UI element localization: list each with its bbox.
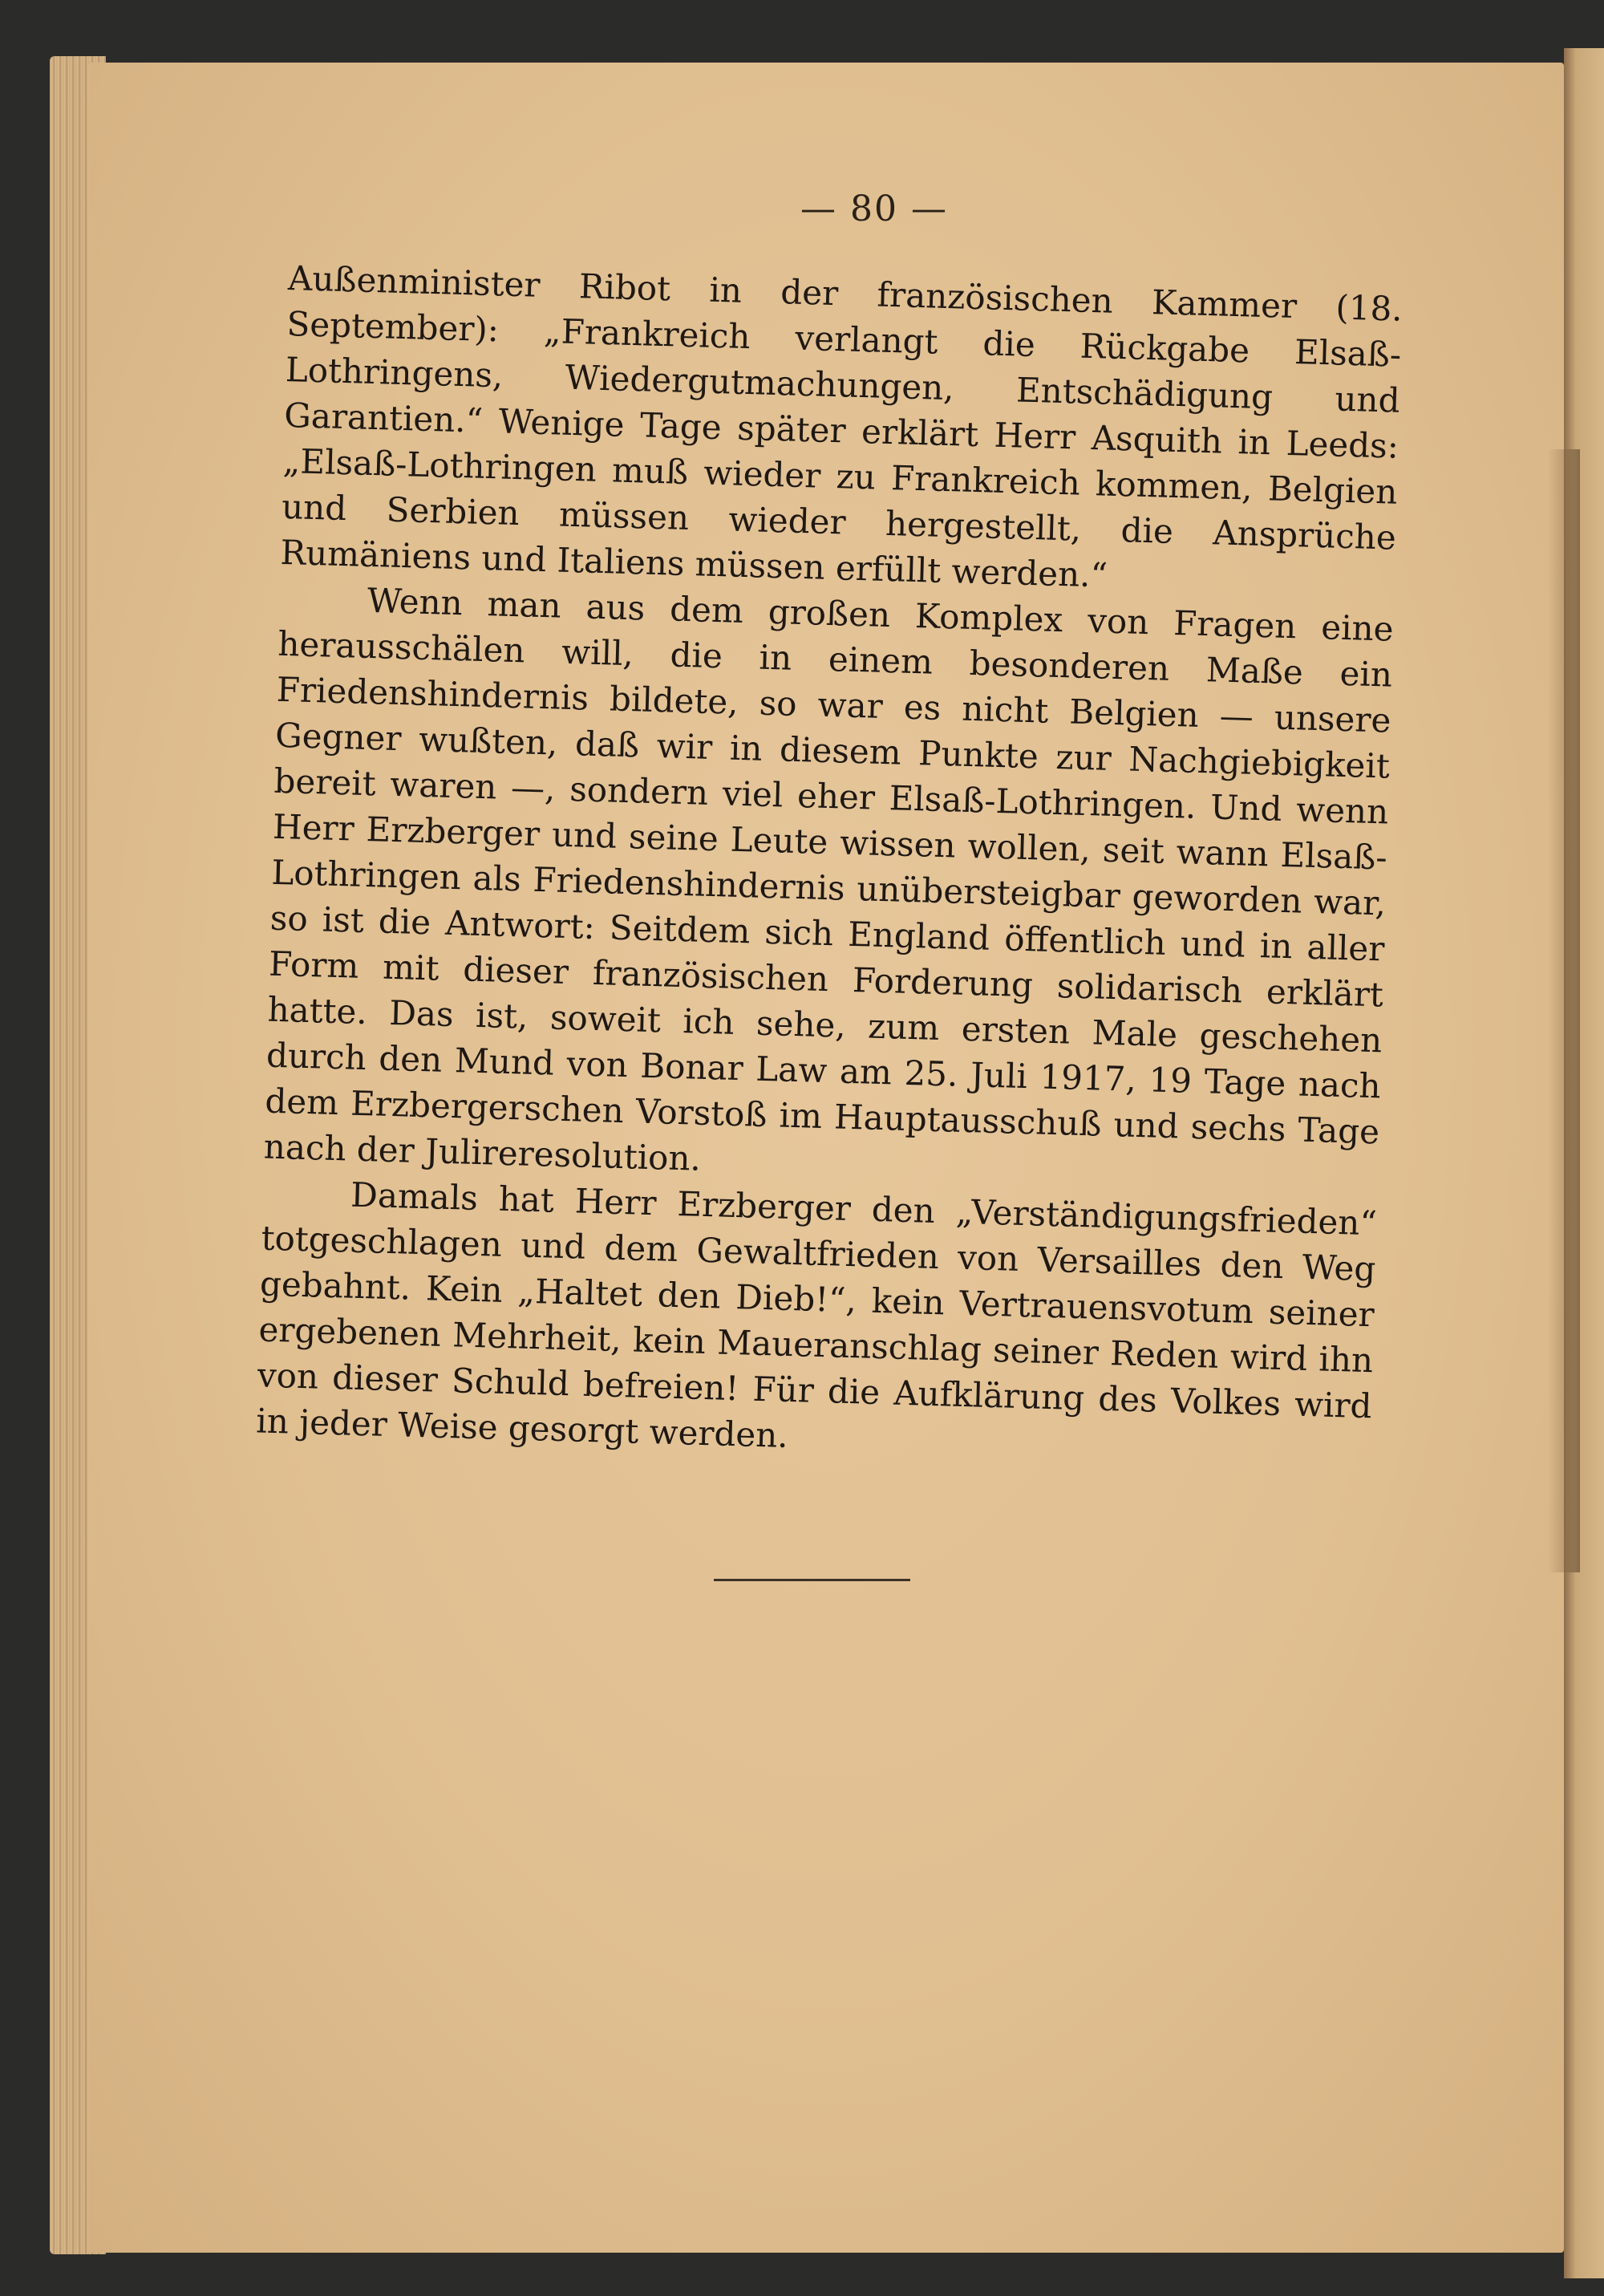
paragraph-3: Damals hat Herr Erzberger den „Verständigungsfrieden“ totgeschlagen und dem Gewaltfrieden von Versailles den Weg gebahnt. Kein „Haltet den Dieb!“, kein Vertrauensvotum seiner ergebenen Mehrheit, kein Maueranschlag seiner Reden wird ihn von dieser Schuld befreien! Für die Aufklärung des Volkes wird in jeder Weise gesorgt werden. — [255, 1174, 1378, 1455]
closing-rule — [714, 1579, 910, 1581]
paragraph-1: Außenminister Ribot in der französischen Kammer (18. September): „Frankreich verlangt die Rückgabe Elsaß-Lothringens, Wiedergutmachungen, Entschädigung und Garantien.“ Wenige Tage später erklärt Herr Asquith in Leeds: „Elsaß-Lothringen muß wieder zu Frankreich kommen, Belgien und Serbien müssen wieder hergestellt, die Ansprüche Rumäniens und Italiens müssen erfüllt werden.“ — [279, 258, 1404, 595]
body-text — [256, 255, 1404, 1475]
gutter-tear — [1548, 449, 1580, 1572]
paragraph-2: Wenn man aus dem großen Komplex von Fragen eine herausschälen will, die in einem besonderen Maße ein Friedenshindernis bildete, so war es nicht Belgien — unsere Gegner wußten, daß wir in diesem Punkte zur Nachgiebigkeit bereit waren —, sondern viel eher Elsaß-Lothringen. Und wenn Herr Erzberger und seine Leute wissen wollen, seit wann Elsaß-Lothringen als Friedenshindernis unübersteigbar geworden war, so ist die Antwort: Seitdem sich England öffentlich und in aller Form mit dieser französischen Forderung solidarisch erklärt hatte. Das ist, soweit ich sehe, zum ersten Male geschehen durch den Mund von Bonar Law am 25. Juli 1917, 19 Tage nach dem Erzbergerschen Vorstoß im Hauptausschuß und sechs Tage nach der Julireresolution. — [263, 580, 1395, 1178]
page-number: — 80 — — [800, 189, 948, 229]
